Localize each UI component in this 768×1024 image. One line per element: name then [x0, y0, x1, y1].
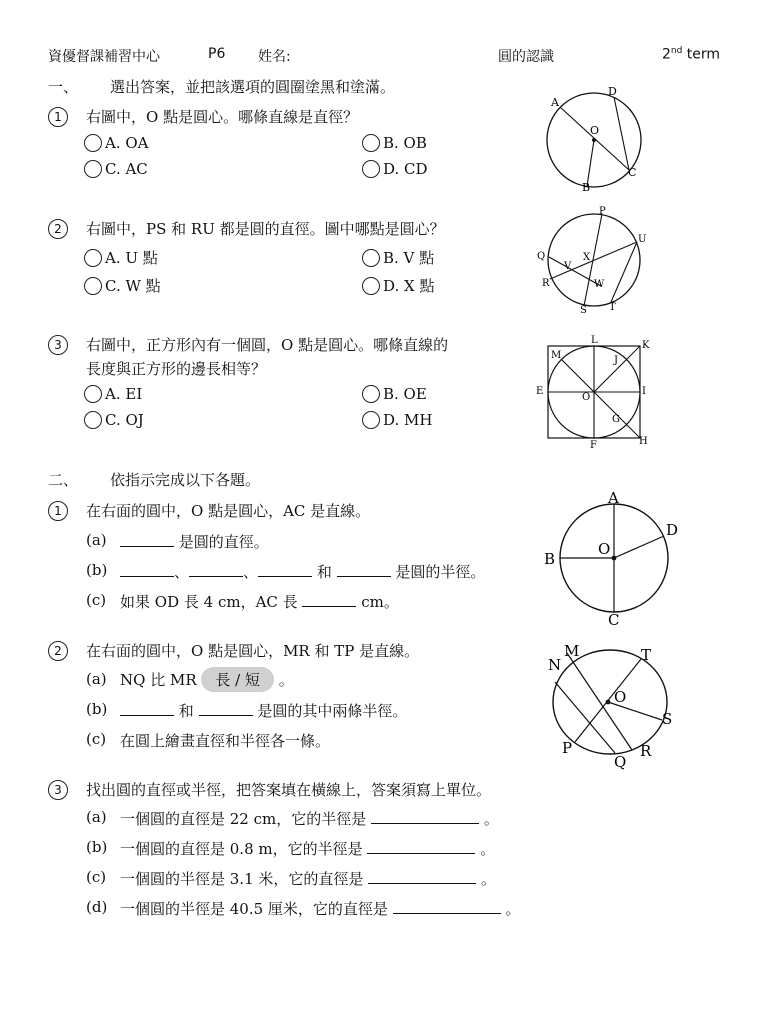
figure-label: R: [542, 278, 550, 289]
answer-blank[interactable]: [258, 562, 312, 577]
s2-q3-text: 找出圓的直徑或半徑，把答案填在橫線上，答案須寫上單位。: [86, 781, 492, 799]
s1-q1-option-a[interactable]: A. OA: [84, 134, 149, 152]
figure-label: S: [662, 710, 673, 728]
s1-q1-option-c[interactable]: C. AC: [84, 160, 148, 178]
answer-blank[interactable]: [120, 532, 174, 547]
answer-blank[interactable]: [302, 592, 356, 607]
s2-q3-c-line: 一個圓的半徑是 3.1 米，它的直徑是 。: [120, 870, 496, 888]
figure-label: O: [582, 392, 591, 403]
s1-q2-option-a[interactable]: A. U 點: [84, 247, 158, 268]
s1-q2-option-d[interactable]: D. X 點: [362, 275, 434, 296]
answer-blank[interactable]: [367, 839, 475, 854]
grade: P6: [208, 46, 226, 62]
figure-label: X: [583, 252, 591, 263]
figure-label: I: [642, 386, 646, 397]
s1-q3-text-line1: 右圖中，正方形內有一個圓，O 點是圓心。哪條直線的: [86, 336, 449, 354]
figure-label: A: [608, 489, 619, 507]
s2-q3-d-label: (d): [86, 898, 108, 916]
answer-bubble[interactable]: [362, 411, 380, 429]
figure-label: B: [544, 550, 556, 568]
section2-number: 二、: [48, 471, 79, 489]
s2-q3-a-label: (a): [86, 808, 107, 826]
s1-q1-text: 右圖中，O 點是圓心。哪條直線是直徑？: [86, 108, 359, 126]
s1-q3-number: 3: [48, 334, 68, 355]
section1-number: 一、: [48, 78, 79, 96]
s2-q1-a-line: 是圓的直徑。: [120, 531, 269, 552]
s1-q3-option-d[interactable]: D. MH: [362, 411, 432, 429]
answer-bubble[interactable]: [84, 160, 102, 178]
answer-blank[interactable]: [371, 809, 479, 824]
s2-q2-c-text: 在圓上繪畫直徑和半徑各一條。: [120, 732, 331, 750]
s1-q2-text: 右圖中，PS 和 RU 都是圓的直徑。圖中哪點是圓心？: [86, 220, 445, 238]
s2-q1-b-line: 、 、 和 是圓的半徑。: [120, 561, 485, 582]
figure-label: O: [590, 124, 600, 137]
figure-label: O: [614, 688, 627, 706]
s1-q3-square-circle-figure: [534, 332, 654, 451]
s1-q1-option-d[interactable]: D. CD: [362, 160, 428, 178]
s1-q2-circle-figure: [534, 205, 654, 315]
figure-label: B: [582, 181, 591, 194]
s1-q3-text-line2: 長度與正方形的邊長相等？: [86, 360, 267, 378]
figure-label: L: [591, 335, 598, 346]
answer-blank[interactable]: [337, 562, 391, 577]
answer-bubble[interactable]: [362, 134, 380, 152]
s2-q1-c-label: (c): [86, 591, 107, 609]
figure-label: T: [641, 646, 652, 664]
figure-label: V: [564, 261, 572, 272]
figure-label: D: [608, 85, 617, 98]
figure-label: O: [598, 540, 611, 558]
term-label: 2nd term: [662, 46, 721, 63]
figure-label: D: [666, 521, 679, 539]
figure-label: C: [608, 611, 620, 629]
answer-bubble[interactable]: [362, 385, 380, 403]
s2-q1-c-line: 如果 OD 長 4 cm，AC 長 cm。: [120, 593, 399, 611]
s2-q2-c-label: (c): [86, 730, 107, 748]
figure-label: F: [590, 440, 597, 451]
answer-bubble[interactable]: [84, 385, 102, 403]
section2-title: 依指示完成以下各題。: [110, 471, 261, 489]
s2-q2-b-label: (b): [86, 700, 108, 718]
figure-label: R: [640, 742, 652, 760]
figure-label: Q: [537, 251, 546, 262]
s1-q2-option-c[interactable]: C. W 點: [84, 275, 161, 296]
answer-blank[interactable]: [120, 562, 174, 577]
figure-label: G: [612, 414, 620, 425]
answer-blank[interactable]: [393, 899, 501, 914]
figure-label: P: [599, 206, 606, 217]
s2-q2-text: 在右面的圓中，O 點是圓心，MR 和 TP 是直線。: [86, 642, 420, 660]
answer-blank[interactable]: [189, 562, 243, 577]
figure-label: W: [594, 279, 605, 290]
answer-bubble[interactable]: [362, 160, 380, 178]
s2-q1-text: 在右面的圓中，O 點是圓心，AC 是直線。: [86, 502, 371, 520]
answer-blank[interactable]: [199, 701, 253, 716]
s2-q3-b-line: 一個圓的直徑是 0.8 m，它的半徑是 。: [120, 840, 496, 858]
s1-q3-option-c[interactable]: C. OJ: [84, 411, 144, 429]
s1-q3-option-b[interactable]: B. OE: [362, 385, 427, 403]
name-label: 姓名:: [258, 49, 291, 65]
s1-q1-circle-figure: [540, 84, 660, 194]
s2-q2-a-line: NQ 比 MR 長 / 短 。: [120, 667, 294, 692]
figure-label: T: [609, 302, 616, 313]
answer-blank[interactable]: [368, 869, 476, 884]
figure-label: J: [614, 355, 619, 366]
figure-label: A: [551, 96, 559, 109]
s2-q2-number: 2: [48, 640, 68, 661]
s2-q3-d-line: 一個圓的半徑是 40.5 厘米，它的直徑是 。: [120, 900, 521, 918]
figure-label: S: [580, 305, 587, 316]
s2-q2-a-label: (a): [86, 670, 107, 688]
s1-q1-option-b[interactable]: B. OB: [362, 134, 427, 152]
answer-blank[interactable]: [120, 701, 174, 716]
s2-q1-number: 1: [48, 500, 68, 521]
s2-q1-circle-figure: [540, 489, 690, 629]
answer-bubble[interactable]: [362, 277, 380, 295]
long-short-choice[interactable]: 長 / 短: [201, 667, 274, 692]
topic-title: 圓的認識: [498, 49, 554, 65]
section1-title: 選出答案，並把該選項的圓圈塗黑和塗滿。: [110, 78, 396, 96]
answer-bubble[interactable]: [84, 134, 102, 152]
s2-q1-a-label: (a): [86, 531, 107, 549]
answer-bubble[interactable]: [84, 249, 102, 267]
s2-q3-b-label: (b): [86, 838, 108, 856]
answer-bubble[interactable]: [84, 411, 102, 429]
answer-bubble[interactable]: [362, 249, 380, 267]
figure-label: U: [638, 234, 647, 245]
s1-q1-number: 1: [48, 106, 68, 127]
figure-label: E: [536, 386, 544, 397]
s1-q2-number: 2: [48, 218, 68, 239]
center-name: 資優督課補習中心: [48, 49, 160, 65]
s2-q1-b-label: (b): [86, 561, 108, 579]
figure-label: P: [562, 739, 573, 757]
figure-label: M: [551, 350, 562, 361]
s2-q3-number: 3: [48, 779, 68, 800]
s2-q3-a-line: 一個圓的直徑是 22 cm，它的半徑是 。: [120, 810, 499, 828]
figure-label: Q: [614, 753, 627, 771]
s2-q3-c-label: (c): [86, 868, 107, 886]
figure-label: C: [628, 166, 637, 179]
s1-q2-option-b[interactable]: B. V 點: [362, 247, 434, 268]
s1-q3-option-a[interactable]: A. EI: [84, 385, 142, 403]
figure-label: M: [564, 642, 580, 660]
s2-q2-b-line: 和 是圓的其中兩條半徑。: [120, 700, 407, 721]
s2-q2-circle-figure: [540, 640, 690, 770]
figure-label: H: [639, 436, 648, 447]
figure-label: N: [548, 656, 562, 674]
figure-label: K: [642, 340, 650, 351]
answer-bubble[interactable]: [84, 277, 102, 295]
